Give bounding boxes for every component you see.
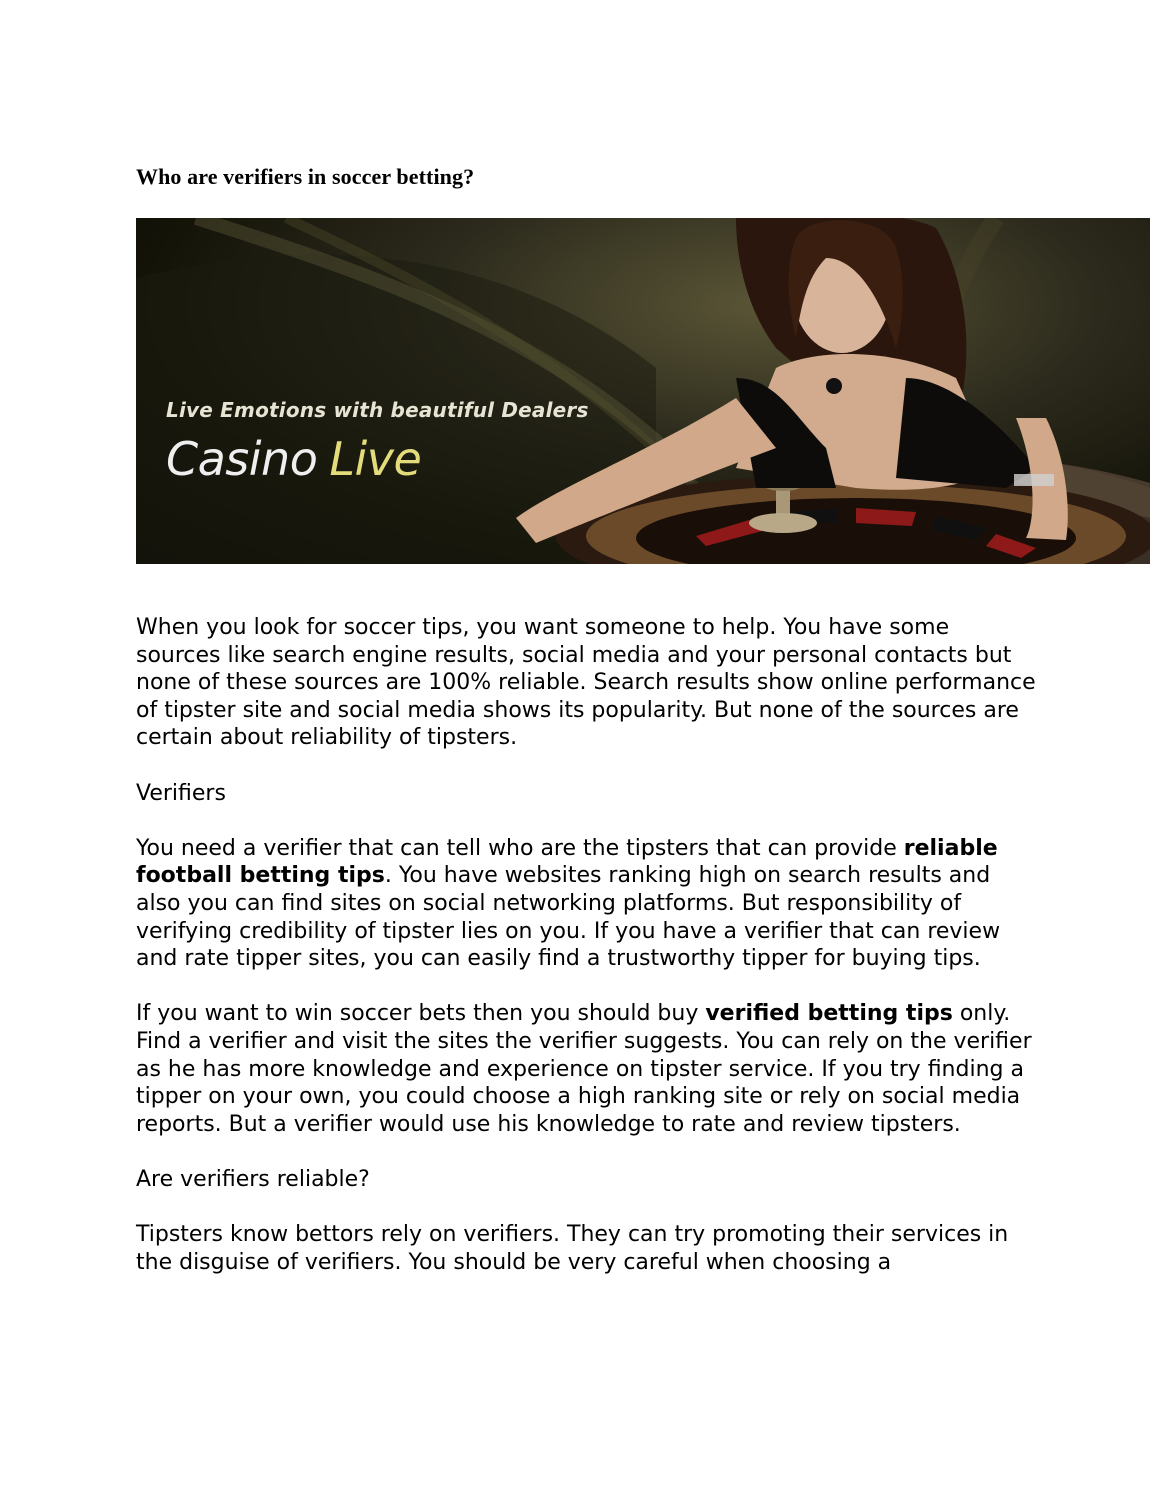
text-segment: only. Find a verifier and visit the sites the verifier suggests. You can rely on the verifier as he has more knowledge and experience on tipster service. If you try finding a tipper on your own, you could choose a high ranking site or rely on social media reports. But a verifier would use his knowledge to rate and review tipsters.: [136, 1001, 1032, 1137]
paragraph-win-bets: [136, 1000, 1036, 1138]
banner-illustration: [136, 218, 1150, 564]
link-verified-betting-tips[interactable]: verified betting tips: [705, 1001, 953, 1027]
article-body: [136, 614, 1036, 1304]
heading-are-verifiers-reliable: Are verifiers reliable?: [136, 1166, 370, 1192]
logo-word-casino: Casino: [166, 432, 318, 486]
paragraph-intro: When you look for soccer tips, you want someone to help. You have some sources like search engine results, social media and your personal contacts but none of these sources are 100% reliable. Search results show online performance of tipster site and social media shows its popularity. But none of the sources are certain about reliability of tipsters.: [136, 615, 1036, 751]
text-segment: If you want to win soccer bets then you should buy: [136, 1001, 706, 1027]
heading-verifiers: Verifiers: [136, 780, 226, 806]
paragraph-need-verifier: [136, 835, 1036, 973]
page-title: Who are verifiers in soccer betting?: [136, 164, 475, 189]
casino-live-logo: [166, 432, 421, 486]
text-segment: You need a verifier that can tell who are the tipsters that can provide: [136, 835, 904, 861]
banner-tagline: Live Emotions with beautiful Dealers: [166, 398, 589, 422]
link-reliable-football-betting-tips[interactable]: reliable football betting tips: [136, 835, 998, 889]
logo-word-live: Live: [329, 432, 422, 486]
text-segment: . You have websites ranking high on search results and also you can find sites on social networking platforms. But responsibility of verifying credibility of tipster lies on you. If you have a verifier that can review and rate tipper sites, you can easily find a trustworthy tipper for buying tips.: [136, 863, 1001, 972]
paragraph-tipsters-know: Tipsters know bettors rely on verifiers. They can try promoting their services in the disguise of verifiers. You should be very careful when choosing a: [136, 1222, 1009, 1275]
casino-live-banner: [136, 218, 1150, 564]
